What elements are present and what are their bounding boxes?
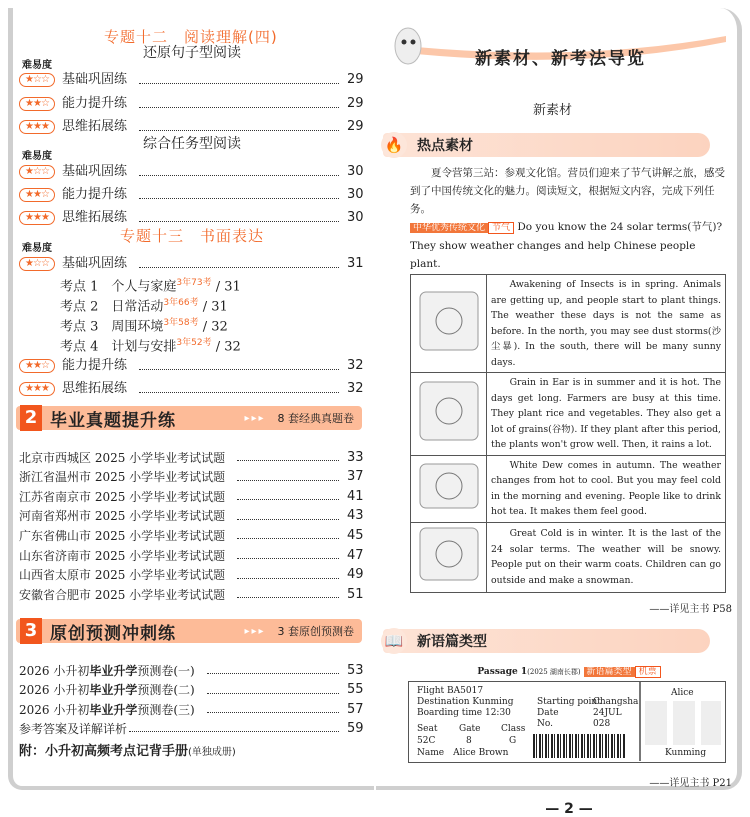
hot-material-banner: [383, 133, 710, 157]
toc-page: 57: [347, 701, 364, 717]
barcode: [533, 734, 625, 758]
toc-page: 51: [347, 586, 364, 602]
passage-label: Passage 1: [477, 666, 528, 677]
kaodian-label: 考点 2 日常活动: [60, 299, 164, 315]
difficulty-label: 难易度: [22, 60, 52, 71]
toc-row-exam[interactable]: [19, 507, 364, 525]
leader-dots: [139, 168, 339, 176]
ticket-class-label: Class: [501, 723, 526, 734]
kaodian-item[interactable]: [60, 315, 228, 334]
solar-term-row: [411, 275, 726, 373]
leader-dots: [237, 571, 339, 579]
leader-dots: [139, 260, 339, 268]
difficulty-stars-icon: ★★☆: [19, 359, 55, 373]
toc-page: 32: [347, 358, 364, 373]
toc-page: 30: [347, 187, 364, 202]
leader-dots: [237, 512, 339, 520]
passage-source: (2025 湖南长郡): [527, 667, 581, 676]
toc-label-prefix: 2026 小升初: [19, 702, 90, 717]
ticket-class: G: [509, 735, 517, 746]
tag-solar-terms: 节气: [488, 222, 514, 234]
toc-page: 45: [347, 527, 364, 543]
ticket-seat-label: Seat: [417, 723, 438, 734]
butterfly-illustration-icon: [416, 289, 482, 353]
toc-row-exam[interactable]: [19, 468, 364, 486]
leader-dots: [139, 123, 339, 131]
leader-dots: [139, 385, 339, 393]
toc-page: 31: [347, 256, 364, 271]
solar-term-row: [411, 522, 726, 592]
toc-page: / 32: [215, 339, 241, 355]
difficulty-label: 难易度: [22, 243, 52, 254]
toc-page: / 31: [215, 279, 241, 295]
appendix-label: 附：小升初高频考点记背手册: [19, 744, 189, 759]
toc-row-predict[interactable]: [19, 681, 364, 699]
kaodian-item[interactable]: [60, 275, 241, 294]
section-subtitle: 8 套经典真题卷: [277, 412, 354, 425]
section2-banner: [16, 406, 362, 430]
toc-page: 32: [347, 381, 364, 396]
ticket-no: 028: [593, 718, 611, 729]
toc-page: 33: [347, 449, 364, 465]
right-content-flow: [384, 164, 732, 817]
unit12-title: 专题十二 阅读理解(四): [104, 28, 278, 46]
difficulty-stars-icon: ★★★: [19, 120, 55, 134]
book-icon: 📖: [381, 628, 407, 654]
toc-label: 北京市西城区 2025 小学毕业考试试题: [19, 450, 226, 465]
toc-row[interactable]: [19, 119, 364, 135]
image-cell: [411, 373, 487, 456]
flame-icon: 🔥: [381, 132, 407, 158]
leader-dots: [237, 531, 339, 539]
hot-intro: 夏令营第三站：参观文化馆。营员们迎来了节气讲解之旅，感受到了中国传统文化的魅力。阅读短文，根据短文内容，完成下列任务。: [410, 167, 725, 215]
toc-page: 30: [347, 210, 364, 225]
ticket-flight: Flight BA5017: [417, 685, 484, 696]
toc-label-prefix: 2026 小升初: [19, 683, 90, 697]
toc-label-suffix: 预测卷(二): [137, 683, 195, 697]
subheading: 新素材: [533, 103, 573, 118]
difficulty-label: 难易度: [22, 151, 52, 162]
solar-term-text: Awakening of Insects is in spring. Animals are getting up, and people start to plant things. The weather these days is not the same as before. In the north, you may see dust storms(沙尘暴). In the south, there will be many sunny days.: [487, 275, 726, 373]
kaodian-label: 考点 4 计划与安排: [60, 339, 177, 355]
kaodian-item[interactable]: [60, 295, 228, 314]
appendix: [19, 740, 236, 759]
snowman-illustration-icon: [416, 525, 482, 583]
toc-label: 山西省太原市 2025 小学毕业考试试题: [19, 568, 226, 583]
toc-page: 29: [347, 96, 364, 111]
difficulty-stars-icon: ★☆☆: [19, 165, 55, 179]
leader-dots: [207, 705, 339, 713]
ticket-boarding: Boarding time 12:30: [417, 707, 511, 718]
appendix-note: (单独成册): [188, 747, 236, 758]
toc-row[interactable]: [19, 187, 364, 203]
toc-row[interactable]: [19, 164, 364, 180]
arrows-icon: ▸▸▸: [244, 412, 266, 424]
ticket-divider: [639, 682, 641, 761]
image-cell: [411, 455, 487, 522]
toc-row[interactable]: [19, 72, 364, 88]
toc-label: 能力提升练: [62, 187, 128, 202]
solar-term-text: Great Cold is in winter. It is the last of the 24 solar terms. The weather will be snowy. People put on their warm coats. Children can go outside and make a snowman.: [487, 522, 726, 592]
toc-page: 41: [347, 488, 364, 504]
difficulty-stars-icon: ★★☆: [19, 97, 55, 111]
toc-row[interactable]: [19, 358, 364, 374]
solar-term-row: [411, 455, 726, 522]
leader-dots: [139, 191, 339, 199]
ticket-date-label: Date: [537, 707, 559, 718]
toc-label: 广东省佛山市 2025 小学毕业考试试题: [19, 528, 226, 543]
leader-dots: [207, 666, 339, 674]
leader-dots: [139, 100, 339, 108]
toc-row-exam[interactable]: [19, 585, 364, 603]
toc-page: 29: [347, 119, 364, 134]
group-subtitle: 综合任务型阅读: [143, 136, 241, 152]
toc-row[interactable]: [19, 210, 364, 226]
toc-label: 能力提升练: [62, 358, 128, 373]
lead-text: Do you know the 24 solar terms(节气)? They show weather changes and help Chinese people plant.: [410, 221, 723, 270]
frequency-badge: 3年58考: [163, 318, 199, 328]
toc-row-exam[interactable]: [19, 526, 364, 544]
toc-label: 基础巩固练: [62, 164, 128, 179]
toc-page: 59: [347, 720, 364, 736]
toc-label: 思维拓展练: [62, 119, 128, 134]
toc-row-exam[interactable]: [19, 487, 364, 505]
frequency-badge: 3年52考: [176, 338, 212, 348]
toc-page: 55: [347, 682, 364, 697]
leaf-illustration-icon: [416, 461, 482, 511]
leader-dots: [207, 686, 339, 694]
toc-row-answers[interactable]: [19, 719, 364, 737]
toc-label: 浙江省温州市 2025 小学毕业考试试题: [19, 470, 226, 485]
toc-page: 49: [347, 567, 364, 583]
toc-row-predict[interactable]: [19, 661, 364, 679]
toc-page: 53: [347, 662, 364, 678]
toc-label: 思维拓展练: [62, 381, 128, 396]
toc-row-exam[interactable]: [19, 448, 364, 466]
toc-label: 基础巩固练: [62, 72, 128, 87]
group-subtitle: 还原句子型阅读: [143, 45, 241, 61]
toc-page: 29: [347, 72, 364, 87]
travel-photos: [645, 701, 721, 745]
toc-row-exam[interactable]: [19, 546, 364, 564]
ticket-name: Name Alice Brown: [417, 747, 509, 758]
toc-label: 基础巩固练: [62, 256, 128, 271]
tag-culture: 中华优秀传统文化: [410, 223, 488, 233]
section-title: 毕业真题提升练: [50, 410, 176, 431]
passage-heading: [410, 665, 728, 679]
ticket-start: Changsha: [593, 696, 639, 707]
difficulty-stars-icon: ★☆☆: [19, 257, 55, 271]
toc-page: 30: [347, 164, 364, 179]
leader-dots: [237, 473, 339, 481]
ticket-city: Kunming: [665, 747, 707, 758]
ticket-destination: Destination Kunming: [417, 696, 514, 707]
difficulty-stars-icon: ★★★: [19, 382, 55, 396]
leader-dots: [237, 551, 339, 559]
toc-label: 能力提升练: [62, 96, 128, 111]
ticket-gate: 8: [466, 735, 472, 746]
reference-p21: ——详见主书 P21: [649, 777, 732, 789]
toc-label: 江苏省南京市 2025 小学毕业考试试题: [19, 489, 226, 504]
toc-page: 47: [347, 547, 364, 563]
toc-label-suffix: 预测卷(三): [137, 702, 195, 717]
toc-label: 河南省郑州市 2025 小学毕业考试试题: [19, 509, 226, 524]
toc-label: 安徽省合肥市 2025 小学毕业考试试题: [19, 587, 226, 602]
leader-dots: [237, 492, 339, 500]
flight-ticket: [408, 681, 726, 763]
toc-label-bold: 毕业升学: [89, 683, 138, 697]
toc-row[interactable]: [19, 381, 364, 397]
hot-lead: [410, 218, 728, 273]
tag-genre: 新语篇类型: [584, 667, 635, 677]
section-number: 2: [20, 405, 42, 431]
section-number: 3: [20, 618, 42, 644]
leader-dots: [139, 362, 339, 370]
page-number: — 2 —: [545, 800, 593, 817]
wheat-illustration-icon: [416, 379, 482, 443]
image-cell: [411, 275, 487, 373]
new-genre-banner: [383, 629, 710, 653]
toc-label: 思维拓展练: [62, 210, 128, 225]
tag-ticket: 机票: [635, 666, 661, 678]
leader-dots: [129, 724, 339, 732]
section-title: 新语篇类型: [417, 633, 487, 650]
header-title: 新素材、新考法导览: [475, 49, 646, 69]
ticket-seat: 52C: [417, 735, 436, 746]
image-cell: [411, 522, 487, 592]
toc-label: 参考答案及详解详析: [19, 721, 128, 736]
section-subtitle: 3 套原创预测卷: [277, 625, 354, 638]
leader-dots: [237, 453, 339, 461]
difficulty-stars-icon: ★☆☆: [19, 73, 55, 87]
toc-page: 43: [347, 508, 364, 524]
toc-label-bold: 毕业升学: [89, 702, 138, 717]
toc-label-prefix: 2026 小升初: [19, 663, 90, 678]
toc-row-exam[interactable]: [19, 566, 364, 584]
frequency-badge: 3年73考: [176, 278, 212, 288]
ticket-gate-label: Gate: [459, 723, 481, 734]
solar-terms-table: [410, 274, 726, 593]
bird-mascot-icon: [395, 28, 421, 64]
toc-label: 山东省济南市 2025 小学毕业考试试题: [19, 548, 226, 563]
difficulty-stars-icon: ★★☆: [19, 188, 55, 202]
ticket-no-label: No.: [537, 718, 553, 729]
toc-row[interactable]: [19, 96, 364, 112]
toc-row-predict[interactable]: [19, 700, 364, 718]
ticket-date: 24JUL: [593, 707, 622, 718]
toc-label-suffix: 预测卷(一): [137, 663, 195, 678]
kaodian-item[interactable]: [60, 335, 241, 354]
toc-page: / 31: [202, 299, 228, 315]
kaodian-label: 考点 3 周围环境: [60, 319, 164, 335]
toc-row[interactable]: [19, 256, 364, 272]
leader-dots: [237, 590, 339, 598]
toc-page: / 32: [202, 319, 228, 335]
frequency-badge: 3年66考: [163, 298, 199, 308]
toc-page: 37: [347, 469, 364, 485]
ticket-start-label: Starting point: [537, 696, 601, 707]
leader-dots: [139, 76, 339, 84]
arrows-icon: ▸▸▸: [244, 625, 266, 637]
section-title: 热点素材: [417, 138, 473, 154]
toc-label-bold: 毕业升学: [89, 663, 138, 678]
solar-term-text: Grain in Ear is in summer and it is hot. The days get long. Farmers are busy at this time. They plant rice and vegetables. They also get a lot of grains(谷物). If they plant after this period, the plants won't grow well. Then, it rains a lot.: [487, 373, 726, 456]
solar-term-row: [411, 373, 726, 456]
difficulty-stars-icon: ★★★: [19, 211, 55, 225]
kaodian-label: 考点 1 个人与家庭: [60, 279, 177, 295]
leader-dots: [139, 214, 339, 222]
section3-banner: [16, 619, 362, 643]
reference-p58: ——详见主书 P58: [649, 603, 732, 615]
ticket-passenger: Alice: [671, 687, 694, 698]
unit13-title: 专题十三 书面表达: [120, 227, 265, 245]
section-title: 原创预测冲刺练: [50, 623, 176, 644]
solar-term-text: White Dew comes in autumn. The weather changes from hot to cool. But you may feel cold in the morning and evening. People like to drink hot tea. It makes them feel good.: [487, 455, 726, 522]
